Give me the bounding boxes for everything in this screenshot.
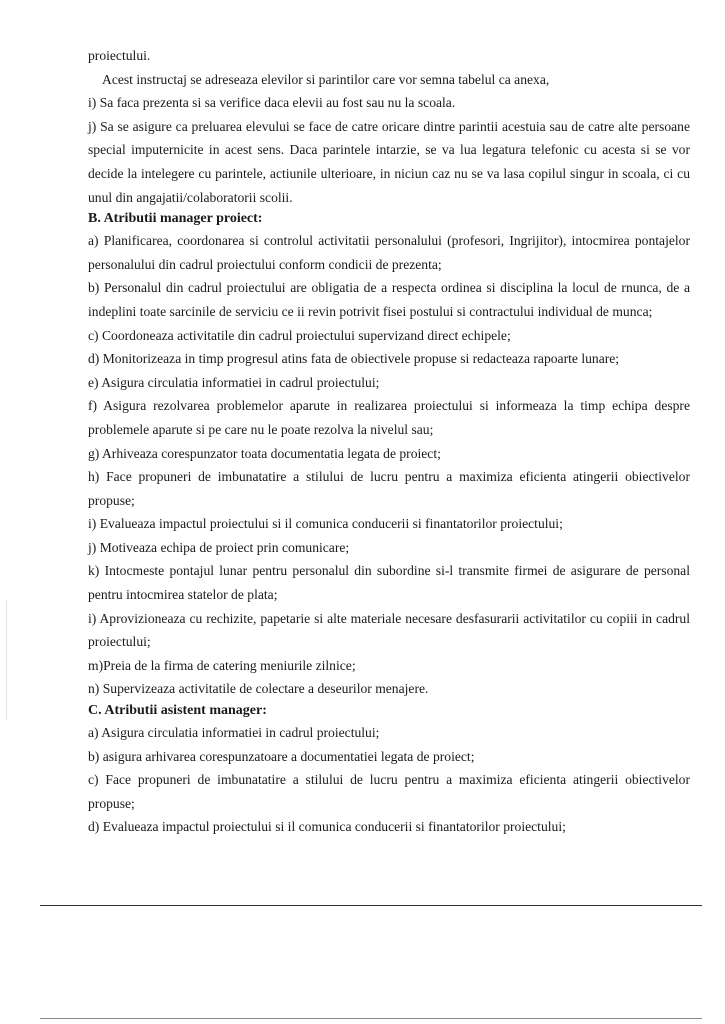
list-item: d) Evalueaza impactul proiectului si il comunica conducerii si finantatorilor proiectului; [88, 819, 566, 835]
list-item: c) Face propuneri de imbunatatire a stilului de lucru pentru a maximiza eficienta atingerii obiectivelor propuse; [88, 772, 690, 811]
list-item: d) Monitorizeaza in timp progresul atins fata de obiectivele propuse si redacteaza rapoarte lunare; [88, 351, 620, 367]
page-bottom-edge [40, 1018, 702, 1019]
document-body [88, 44, 690, 839]
list-item: g) Arhiveaza corespunzator toata documentatia legata de proiect; [88, 445, 441, 461]
section-c-heading: C. Atributii asistent manager: [88, 703, 267, 719]
list-item: i) Aprovizioneaza cu rechizite, papetarie si alte materiale necesare desfasurarii activitatilor cu copiii in cadrul proiectului; [88, 610, 690, 650]
list-item: f) Asigura rezolvarea problemelor aparute in realizarea proiectului si informeaza la timp echipa despre problemele aparute si pe care nu le poate rezolva la nivelul sau; [88, 398, 690, 437]
list-item: b) Personalul din cadrul proiectului are obligatia de a respecta ordinea si disciplina la locul de rnunca, de a indeplini toate sarcinile de serviciu ce ii revin potrivit fisei postului si contractului individual de munca; [88, 280, 690, 319]
scan-margin-mark [6, 600, 7, 720]
list-item: n) Supervizeaza activitatile de colectare a deseurilor menajere. [88, 681, 429, 697]
footer-divider [40, 905, 702, 906]
text-line: i) Sa faca prezenta si sa verifice daca elevii au fost sau nu la scoala. [88, 95, 456, 111]
list-item: c) Coordoneaza activitatile din cadrul proiectului supervizand direct echipele; [88, 327, 511, 343]
list-item: b) asigura arhivarea corespunzatoare a documentatiei legata de proiect; [88, 748, 475, 764]
text-paragraph: j) Sa se asigure ca preluarea elevului se face de catre oricare dintre parintii acestuia sau de catre alte persoane special imputernicite in acest sens. Daca parintele intarzie, se va lua legatura telefonic cu acesta si se vor decide la intelegere cu parintele, actiunile ulterioare, in niciun caz nu se va lasa copilul singur in scoala, ci cu unul din angajatii/colaboratorii scolii. [88, 118, 690, 205]
list-item: e) Asigura circulatia informatiei in cadrul proiectului; [88, 374, 380, 390]
list-item: j) Motiveaza echipa de proiect prin comunicare; [88, 539, 350, 555]
list-item: k) Intocmeste pontajul lunar pentru personalul din subordine si-l transmite firmei de asigurare de personal pentru intocmirea statelor de plata; [88, 563, 690, 603]
list-item: a) Asigura circulatia informatiei in cadrul proiectului; [88, 725, 380, 741]
text-line: Acest instructaj se adreseaza elevilor si parintilor care vor semna tabelul ca anexa, [102, 71, 550, 87]
list-item: i) Evalueaza impactul proiectului si il comunica conducerii si finantatorilor proiectului; [88, 516, 563, 532]
section-b-heading: B. Atributii manager proiect: [88, 211, 263, 227]
list-item: m)Preia de la firma de catering meniurile zilnice; [88, 657, 356, 673]
list-item: h) Face propuneri de imbunatatire a stilului de lucru pentru a maximiza eficienta atingerii obiectivelor propuse; [88, 469, 690, 508]
list-item: a) Planificarea, coordonarea si controlul activitatii personalului (profesori, Ingrijitor), intocmirea pontajelor personalului din cadrul proiectului conform condicii de prezenta; [88, 233, 690, 272]
text-line: proiectului. [88, 48, 151, 63]
